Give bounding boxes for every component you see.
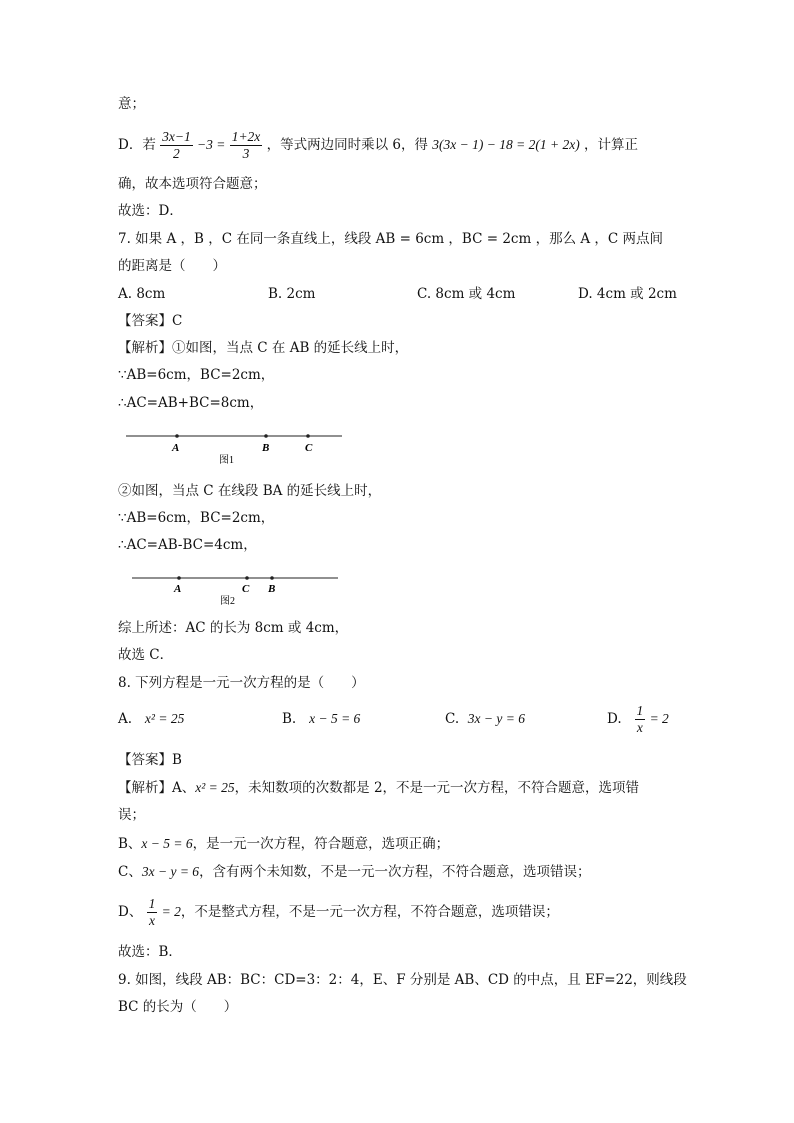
fig1-label-a: A bbox=[172, 442, 180, 454]
q7-option-b: B. 2cm bbox=[268, 286, 316, 302]
fig2-point-b bbox=[270, 576, 274, 580]
figure-1-line-diagram bbox=[120, 425, 350, 470]
q7-analysis-line: 【解析】①如图，当点 C 在 AB 的延长线上时， bbox=[118, 340, 409, 356]
q6-frac2-numerator: 1+2x bbox=[231, 129, 261, 144]
q8-analysis-d-fraction bbox=[147, 896, 158, 929]
q8-analysis-a-eq: x² = 25 bbox=[195, 780, 235, 795]
q8-option-b-eq: x − 5 = 6 bbox=[309, 711, 361, 726]
q7-option-a: A. 8cm bbox=[118, 286, 166, 302]
fig1-point-a bbox=[175, 434, 179, 438]
q6-fraction-2 bbox=[230, 129, 263, 162]
q6-d-text: ，等式两边同时乘以 6，得 bbox=[266, 137, 428, 153]
q6-choose: 故选：D． bbox=[118, 203, 183, 219]
fig1-point-c bbox=[306, 434, 310, 438]
q8-option-d-rest: = 2 bbox=[649, 711, 669, 726]
q7-choose: 故选 C． bbox=[118, 647, 174, 663]
q8-option-c-eq: 3x − y = 6 bbox=[467, 711, 525, 726]
q8-analysis-a-cont: 误； bbox=[118, 807, 145, 823]
q8-analysis-b-text: ，是一元一次方程，符合题意，选项正确； bbox=[192, 836, 450, 852]
q8-analysis-c-eq: 3x − y = 6 bbox=[141, 864, 200, 879]
q6-frac1-numerator: 3x−1 bbox=[162, 129, 191, 144]
q8-option-b bbox=[282, 709, 360, 729]
q7-summary: 综上所述：AC 的长为 8cm 或 4cm， bbox=[118, 620, 349, 636]
q8-option-a bbox=[118, 709, 184, 729]
q6-mid-expr: −3 = bbox=[197, 137, 226, 152]
q7-analysis-line: ∴AC=AB+BC=8cm， bbox=[118, 395, 264, 411]
fig2-label-b: B bbox=[268, 583, 276, 595]
q8-analysis-b-eq: x − 5 = 6 bbox=[141, 836, 193, 851]
q8-answer: 【答案】B bbox=[118, 752, 182, 768]
fig1-point-b bbox=[264, 434, 268, 438]
q8-option-d-fraction bbox=[635, 703, 646, 736]
q7-option-c: C. 8cm 或 4cm bbox=[417, 286, 516, 302]
q6-d-prefix: D．若 bbox=[118, 137, 156, 153]
q6-frac2-denominator: 3 bbox=[242, 146, 250, 161]
q8-choose: 故选：B． bbox=[118, 944, 182, 960]
fig2-caption: 图2 bbox=[220, 596, 235, 607]
q8-option-d-denominator: x bbox=[636, 720, 643, 735]
q8-option-c-label: C. bbox=[445, 711, 460, 727]
q8-analysis-d-denominator: x bbox=[149, 913, 155, 928]
q8-option-a-label: A. bbox=[118, 711, 133, 727]
q8-analysis-c-text: ，含有两个未知数，不是一元一次方程，不符合题意，选项错误； bbox=[199, 864, 591, 880]
q7-analysis-line: ②如图，当点 C 在线段 BA 的延长线上时， bbox=[118, 483, 382, 499]
q8-analysis-b-prefix: B、 bbox=[118, 836, 142, 852]
fig1-label-c: C bbox=[305, 442, 313, 454]
q8-analysis-d-rest: = 2 bbox=[161, 904, 181, 919]
q8-option-c bbox=[445, 709, 525, 729]
q7-answer: 【答案】C bbox=[118, 313, 183, 329]
q8-analysis-d-text: ，不是整式方程，不是一元一次方程，不符合题意，选项错误； bbox=[180, 904, 559, 920]
fig2-point-a bbox=[177, 576, 181, 580]
q6-d-end: ，计算正 bbox=[583, 137, 638, 153]
q8-analysis-c bbox=[118, 862, 591, 882]
fig1-caption: 图1 bbox=[219, 455, 234, 466]
q7-analysis-line: ∴AC=AB-BC=4cm， bbox=[118, 537, 257, 553]
q6-d-equation: 3(3x − 1) − 18 = 2(1 + 2x) bbox=[432, 137, 580, 152]
q6-text-line: 意； bbox=[118, 96, 145, 112]
q7-option-d: D. 4cm 或 2cm bbox=[578, 286, 677, 302]
q8-option-d-label: D. bbox=[607, 711, 622, 727]
q8-analysis-d-prefix: D、 bbox=[118, 904, 143, 920]
q6-frac1-denominator: 2 bbox=[173, 146, 180, 161]
q8-analysis-d bbox=[118, 894, 559, 930]
fig1-label-b: B bbox=[262, 442, 270, 454]
q7-analysis-line: ∵AB=6cm，BC=2cm， bbox=[118, 367, 275, 383]
q8-analysis-d-numerator: 1 bbox=[148, 896, 156, 911]
fig2-label-c: C bbox=[242, 583, 250, 595]
q8-option-b-label: B. bbox=[282, 711, 297, 727]
fig2-point-c bbox=[245, 576, 249, 580]
q6-fraction-1 bbox=[160, 129, 193, 162]
q8-stem: 8. 下列方程是一元一次方程的是（ ） bbox=[118, 675, 365, 691]
q6-text-line: 确，故本选项符合题意； bbox=[118, 176, 267, 192]
q8-option-d-numerator: 1 bbox=[636, 703, 644, 718]
q9-stem-cont: BC 的长为（ ） bbox=[118, 999, 238, 1015]
q7-stem-cont: 的距离是（ ） bbox=[118, 258, 226, 274]
q9-stem: 9. 如图，线段 AB：BC：CD=3：2：4，E、F 分别是 AB、CD 的中点，且 EF=22，则线段 bbox=[118, 972, 687, 988]
q8-analysis-c-prefix: C、 bbox=[118, 864, 142, 880]
q8-analysis-a-text: ，未知数项的次数都是 2，不是一元一次方程，不符合题意，选项错 bbox=[234, 780, 640, 796]
q8-option-a-eq: x² = 25 bbox=[144, 711, 185, 726]
figure-2-line-diagram bbox=[126, 568, 346, 610]
q8-analysis-a bbox=[118, 778, 639, 798]
q7-analysis-line: ∵AB=6cm，BC=2cm， bbox=[118, 510, 275, 526]
q8-analysis-b bbox=[118, 834, 449, 854]
q8-option-d bbox=[607, 701, 669, 737]
q8-analysis-a-prefix: 【解析】A、 bbox=[118, 780, 196, 796]
fig2-label-a: A bbox=[174, 583, 182, 595]
q7-stem: 7. 如果 A ，B ，C 在同一条直线上，线段 AB = 6cm ，BC = 2cm ，那么 A ，C 两点间 bbox=[118, 231, 664, 247]
q6-option-d bbox=[118, 128, 638, 162]
